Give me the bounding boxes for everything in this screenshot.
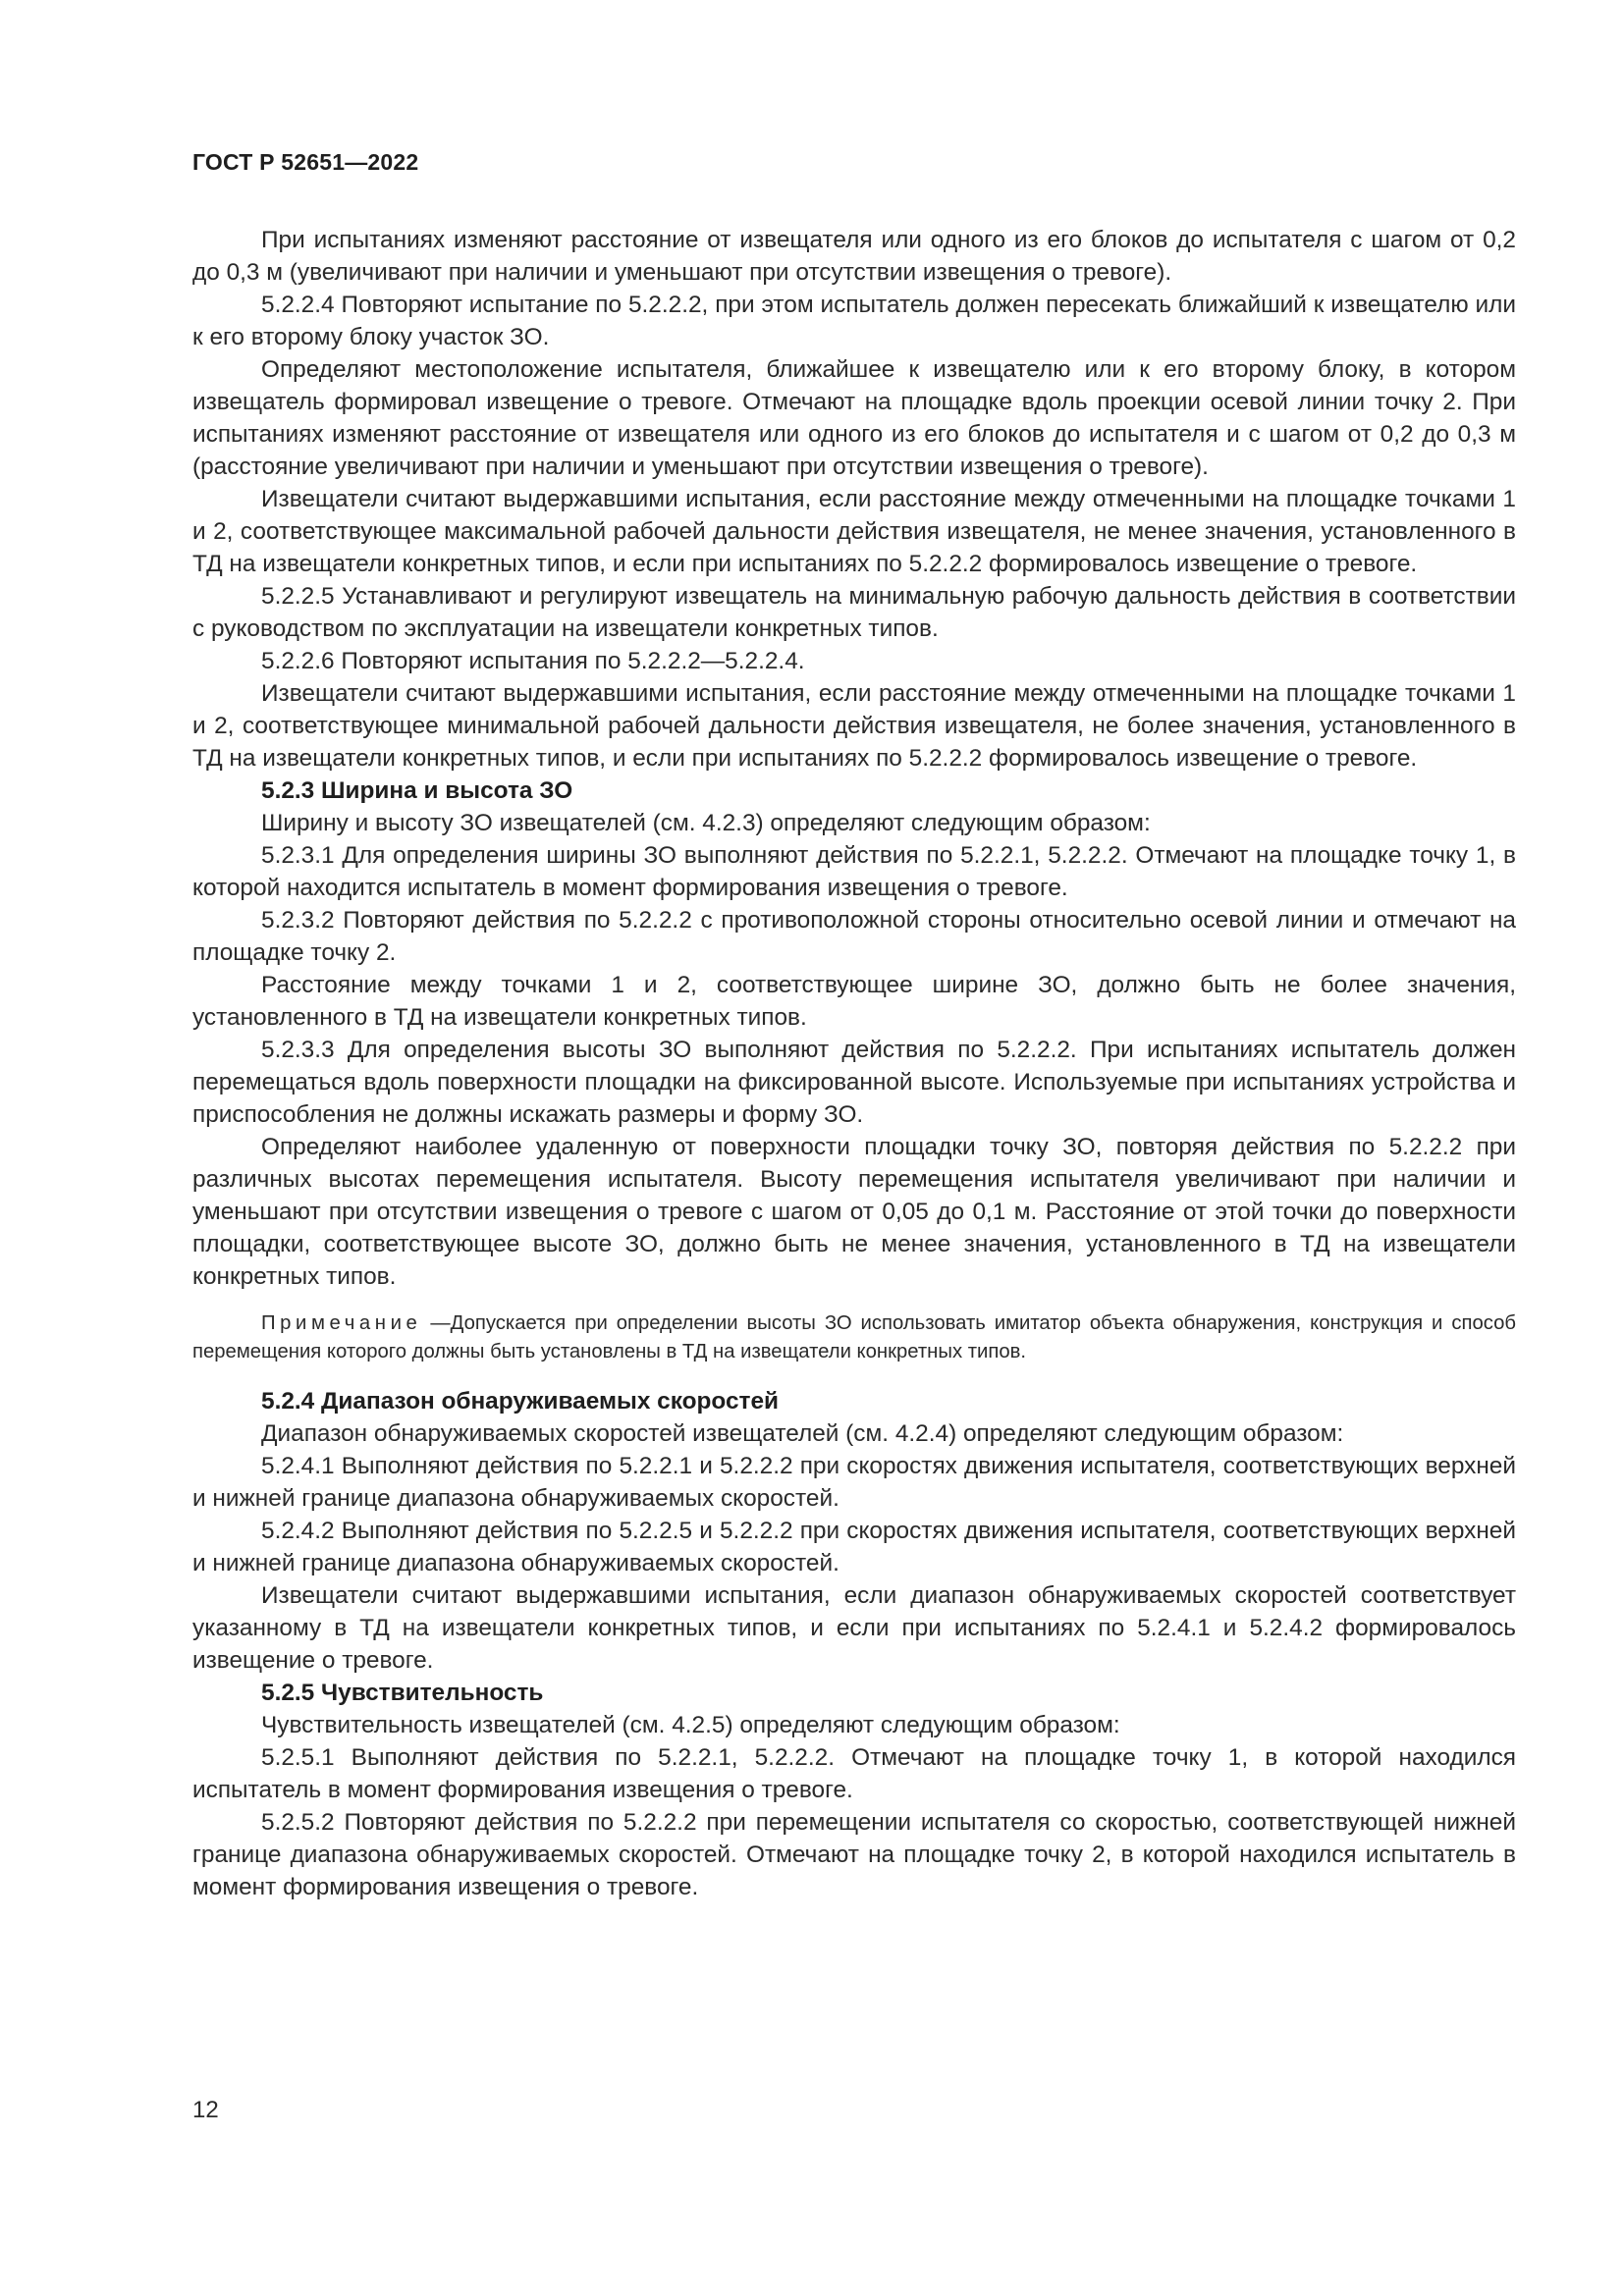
paragraph: Определяют местоположение испытателя, ближайшее к извещателю или к его второму блоку, в котором извещатель формировал извещение о тревоге. Отмечают на площадке вдоль проекции осевой линии точку 2. При испытаниях изменяют расстояние от извещателя или одного из его блоков до испытателя и с шагом от 0,2 до 0,3 м (расстояние увеличивают при наличии и уменьшают при отсутствии извещения о тревоге). xyxy=(192,356,1516,480)
section-heading-5-2-4: 5.2.4 Диапазон обнаруживаемых скоростей xyxy=(261,1388,780,1415)
note-label: Примечание xyxy=(261,1312,422,1334)
document-body xyxy=(192,224,1516,1903)
document-code-header: ГОСТ Р 52651—2022 xyxy=(192,149,419,175)
paragraph: 5.2.4.1 Выполняют действия по 5.2.2.1 и 5.2.2.2 при скоростях движения испытателя, соответствующих верхней и нижней границе диапазона обнаруживаемых скоростей. xyxy=(192,1453,1516,1512)
section-heading-5-2-3: 5.2.3 Ширина и высота ЗО xyxy=(261,777,573,804)
paragraph: Ширину и высоту ЗО извещателей (см. 4.2.3) определяют следующим образом: xyxy=(261,810,1151,836)
paragraph: Извещатели считают выдержавшими испытания, если расстояние между отмеченными на площадке точками 1 и 2, соответствующее минимальной рабочей дальности действия извещателя, не более значения, установленного в ТД на извещатели конкретных типов, и если при испытаниях по 5.2.2.2 формировалось извещение о тревоге. xyxy=(192,680,1516,772)
paragraph: 5.2.2.6 Повторяют испытания по 5.2.2.2—5.2.2.4. xyxy=(261,648,805,674)
note-block xyxy=(192,1309,1516,1366)
paragraph: 5.2.3.1 Для определения ширины ЗО выполняют действия по 5.2.2.1, 5.2.2.2. Отмечают на площадке точку 1, в которой находится испытатель в момент формирования извещения о тревоге. xyxy=(192,842,1516,901)
paragraph: 5.2.5.2 Повторяют действия по 5.2.2.2 при перемещении испытателя со скоростью, соответствующей нижней границе диапазона обнаруживаемых скоростей. Отмечают на площадке точку 2, в которой находился испытатель в момент формирования извещения о тревоге. xyxy=(192,1809,1516,1900)
paragraph: При испытаниях изменяют расстояние от извещателя или одного из его блоков до испытателя с шагом от 0,2 до 0,3 м (увеличивают при наличии и уменьшают при отсутствии извещения о тревоге). xyxy=(192,227,1516,286)
paragraph: Расстояние между точками 1 и 2, соответствующее ширине ЗО, должно быть не более значения, установленного в ТД на извещатели конкретных типов. xyxy=(192,972,1516,1031)
paragraph: 5.2.4.2 Выполняют действия по 5.2.2.5 и 5.2.2.2 при скоростях движения испытателя, соответствующих верхней и нижней границе диапазона обнаруживаемых скоростей. xyxy=(192,1518,1516,1576)
paragraph: 5.2.3.3 Для определения высоты ЗО выполняют действия по 5.2.2.2. При испытаниях испытатель должен перемещаться вдоль поверхности площадки на фиксированной высоте. Используемые при испытаниях устройства и приспособления не должны искажать размеры и форму ЗО. xyxy=(192,1037,1516,1128)
paragraph: Извещатели считают выдержавшими испытания, если диапазон обнаруживаемых скоростей соответствует указанному в ТД на извещатели конкретных типов, и если при испытаниях по 5.2.4.1 и 5.2.4.2 формировалось извещение о тревоге. xyxy=(192,1582,1516,1674)
paragraph: Определяют наиболее удаленную от поверхности площадки точку ЗО, повторяя действия по 5.2.2.2 при различных высотах перемещения испытателя. Высоту перемещения испытателя увеличивают при наличии и уменьшают при отсутствии извещения о тревоге с шагом от 0,05 до 0,1 м. Расстояние от этой точки до поверхности площадки, соответствующее высоте ЗО, должно быть не менее значения, установленного в ТД на извещатели конкретных типов. xyxy=(192,1134,1516,1290)
note-text: —Допускается при определении высоты ЗО использовать имитатор объекта обнаружения, конструкция и способ перемещения которого должны быть установлены в ТД на извещатели конкретных типов. xyxy=(192,1312,1516,1362)
paragraph: 5.2.2.4 Повторяют испытание по 5.2.2.2, при этом испытатель должен пересекать ближайший к извещателю или к его второму блоку участок ЗО. xyxy=(192,292,1516,350)
paragraph: Извещатели считают выдержавшими испытания, если расстояние между отмеченными на площадке точками 1 и 2, соответствующее максимальной рабочей дальности действия извещателя, не менее значения, установленного в ТД на извещатели конкретных типов, и если при испытаниях по 5.2.2.2 формировалось извещение о тревоге. xyxy=(192,486,1516,577)
paragraph: Чувствительность извещателей (см. 4.2.5) определяют следующим образом: xyxy=(261,1712,1120,1738)
page-number: 12 xyxy=(192,2097,219,2123)
paragraph: 5.2.5.1 Выполняют действия по 5.2.2.1, 5.2.2.2. Отмечают на площадке точку 1, в которой находился испытатель в момент формирования извещения о тревоге. xyxy=(192,1744,1516,1803)
paragraph: 5.2.3.2 Повторяют действия по 5.2.2.2 с противоположной стороны относительно осевой линии и отмечают на площадке точку 2. xyxy=(192,907,1516,966)
paragraph: 5.2.2.5 Устанавливают и регулируют извещатель на минимальную рабочую дальность действия в соответствии с руководством по эксплуатации на извещатели конкретных типов. xyxy=(192,583,1516,642)
paragraph: Диапазон обнаруживаемых скоростей извещателей (см. 4.2.4) определяют следующим образом: xyxy=(261,1420,1344,1447)
section-heading-5-2-5: 5.2.5 Чувствительность xyxy=(261,1680,544,1706)
